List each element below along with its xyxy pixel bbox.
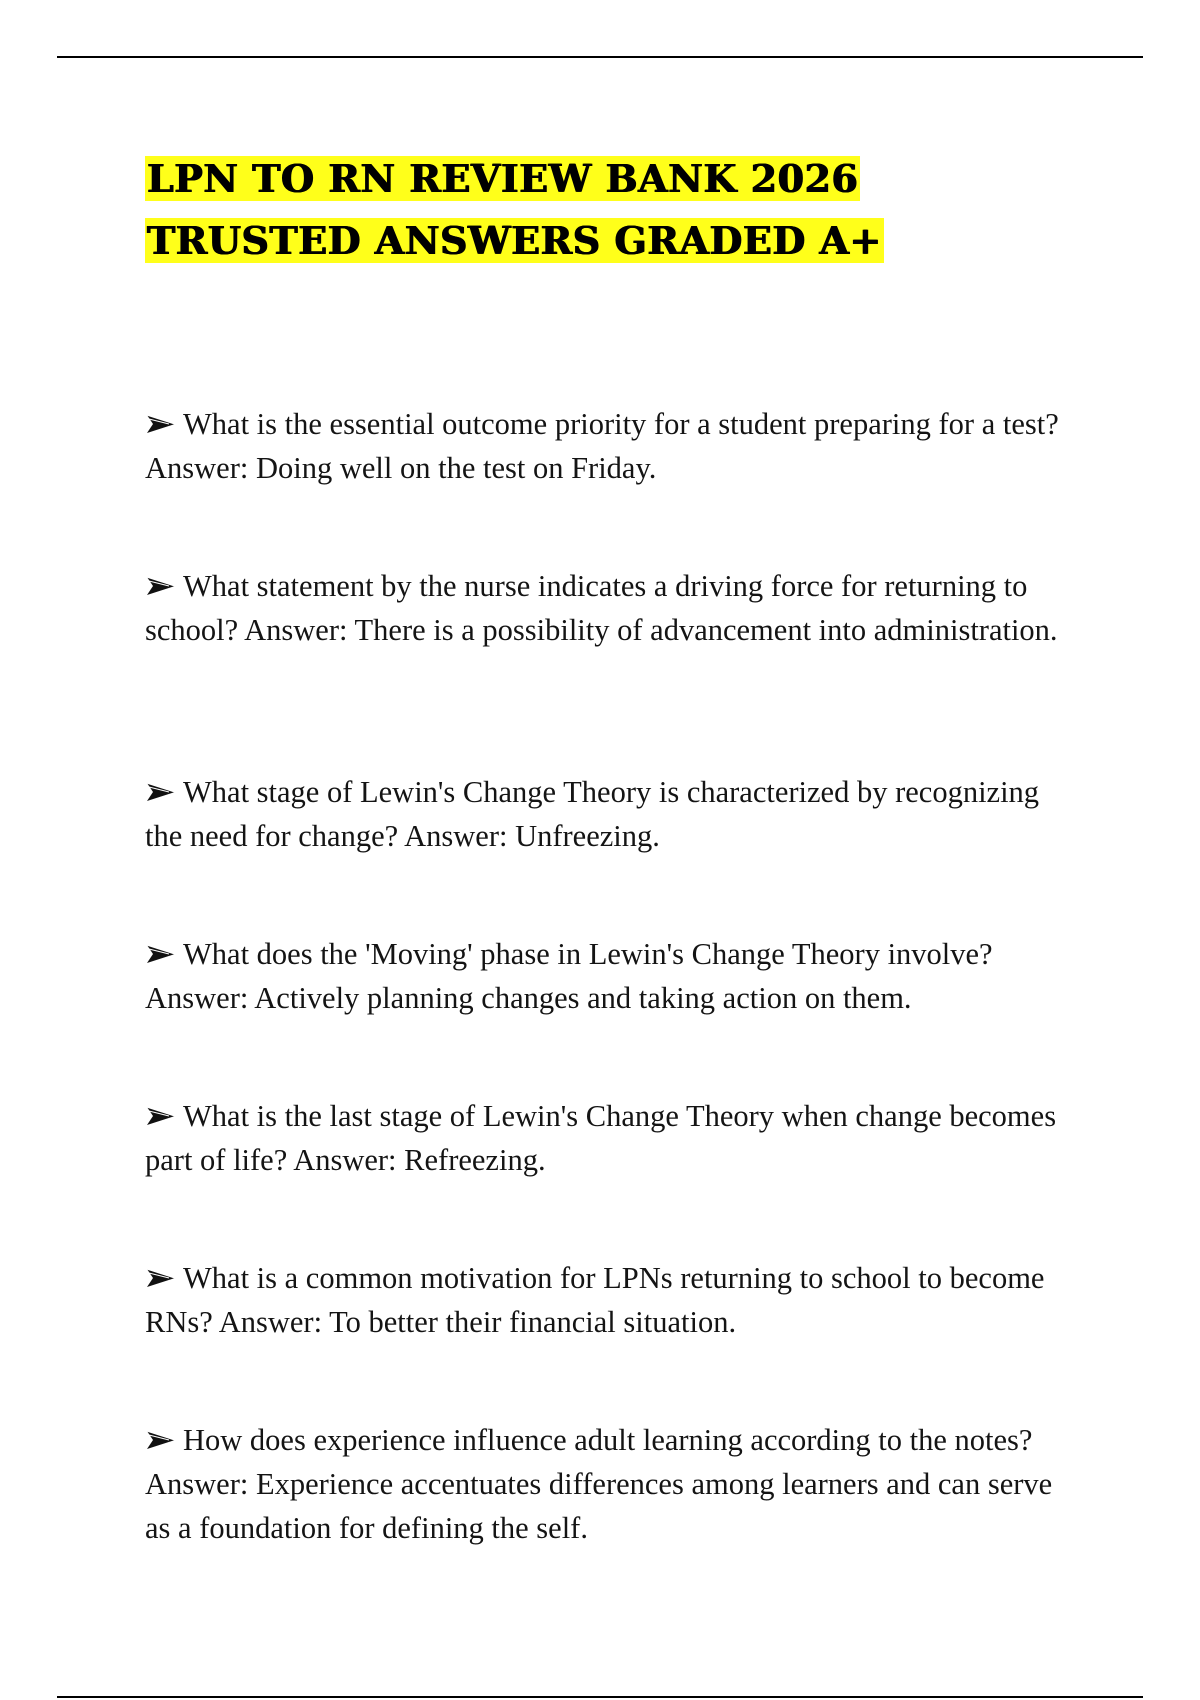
qa-text: What is a common motivation for LPNs returning to school to become RNs? Answer: To better their financial situation. [145, 1261, 1045, 1339]
qa-text: What is the essential outcome priority for a student preparing for a test? Answer: Doing well on the test on Friday. [145, 407, 1059, 485]
qa-text: What statement by the nurse indicates a driving force for returning to school? Answer: There is a possibility of advancement into administration. [145, 569, 1058, 647]
qa-item-6 [145, 1256, 1065, 1344]
qa-text: How does experience influence adult learning according to the notes? Answer: Experience accentuates differences among learners and can serve as a foundation for defining the self. [145, 1423, 1053, 1545]
qa-item-5 [145, 1094, 1065, 1182]
arrowhead-bullet-icon [145, 413, 177, 435]
qa-item-2 [145, 564, 1065, 652]
qa-item-4 [145, 932, 1065, 1020]
arrowhead-bullet-icon [145, 1429, 177, 1451]
qa-item-1 [145, 402, 1065, 490]
top-divider [57, 56, 1143, 58]
qa-text: What stage of Lewin's Change Theory is characterized by recognizing the need for change? Answer: Unfreezing. [145, 775, 1040, 853]
arrowhead-bullet-icon [145, 943, 177, 965]
qa-text: What does the 'Moving' phase in Lewin's Change Theory involve? Answer: Actively planning changes and taking action on them. [145, 937, 993, 1015]
arrowhead-bullet-icon [145, 1267, 177, 1289]
arrowhead-bullet-icon [145, 575, 177, 597]
document-title [145, 148, 1045, 272]
arrowhead-bullet-icon [145, 1105, 177, 1127]
qa-text: What is the last stage of Lewin's Change Theory when change becomes part of life? Answer: Refreezing. [145, 1099, 1057, 1177]
bottom-divider [57, 1696, 1143, 1698]
qa-item-3 [145, 770, 1065, 858]
qa-item-7 [145, 1418, 1065, 1550]
title-highlight: LPN TO RN REVIEW BANK 2026 TRUSTED ANSWERS GRADED A+ [147, 156, 882, 263]
arrowhead-bullet-icon [145, 781, 177, 803]
